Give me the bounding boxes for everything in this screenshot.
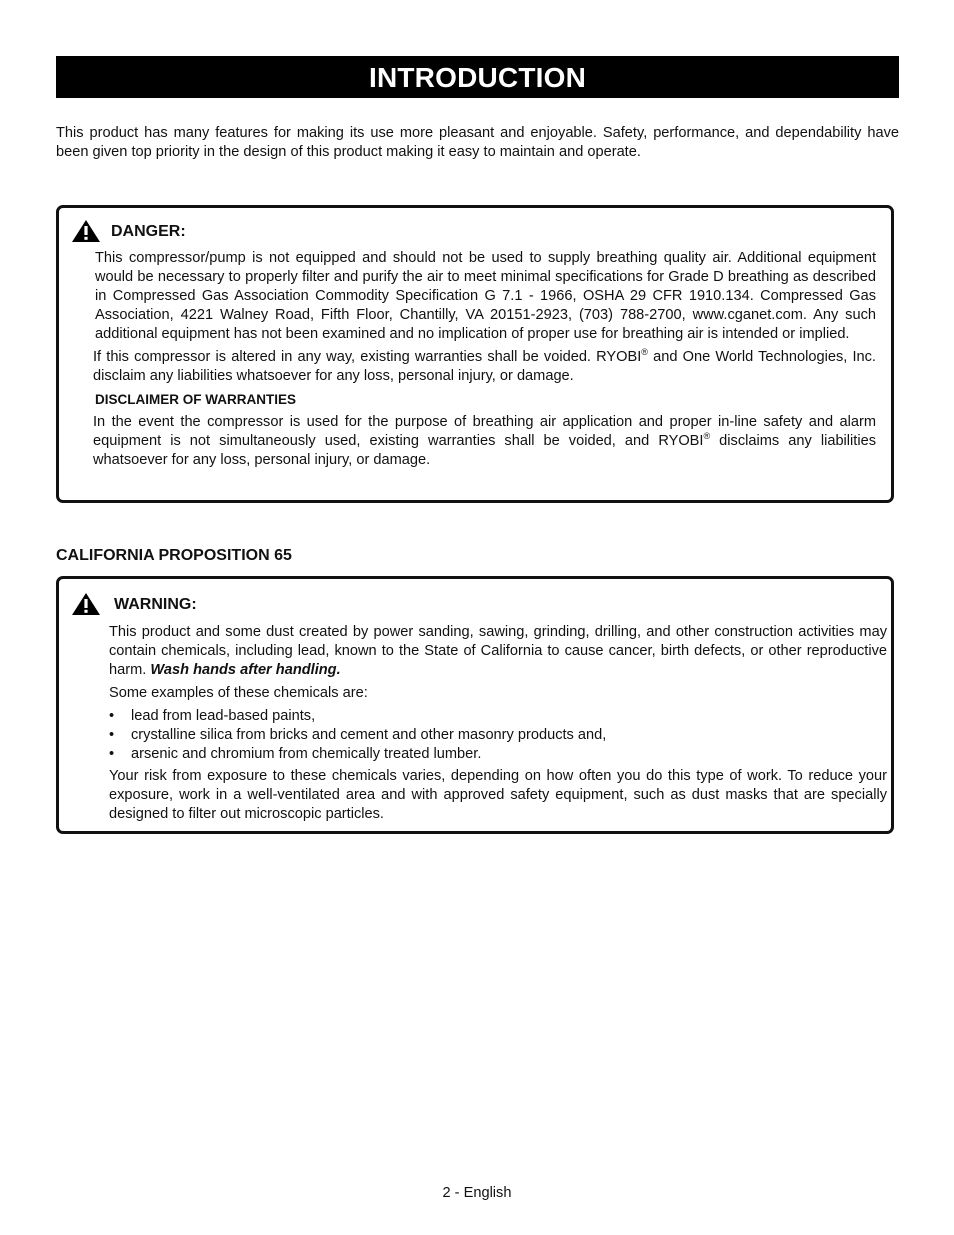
warning-paragraph-2: Some examples of these chemicals are:	[109, 685, 368, 701]
list-item: • crystalline silica from bricks and cement and other masonry products and,	[109, 727, 607, 743]
danger-label: DANGER:	[111, 222, 186, 240]
warning-label: WARNING:	[114, 595, 197, 613]
danger-header	[71, 219, 186, 243]
chemical-list	[109, 707, 887, 764]
list-item: • lead from lead-based paints,	[109, 708, 316, 724]
warning-header	[71, 592, 197, 616]
warning-paragraph-1: This product and some dust created by power sanding, sawing, grinding, drilling, and other construction activities may contain chemicals, including lead, known to the State of California to cause cancer, birth defects, or other reproductive harm. Wash hands after handling.	[109, 624, 887, 678]
intro-paragraph: This product has many features for making its use more pleasant and enjoyable. Safety, performance, and dependability have been given top priority in the design of this product making it easy to maintain and operate.	[56, 125, 899, 160]
warning-triangle-icon	[71, 219, 101, 243]
disclaimer-heading: DISCLAIMER OF WARRANTIES	[95, 392, 296, 407]
danger-paragraph-1: This compressor/pump is not equipped and should not be used to supply breathing quality air. Additional equipment would be necessary to properly filter and purify the air to meet minimal specifications for Grade D breathing as described in Compressed Gas Association Commodity Specification G 7.1 - 1966, OSHA 29 CFR 1910.134. Compressed Gas Association, 4221 Walney Road, Fifth Floor, Chantilly, VA 20151-2923, (703) 788-2700, www.cganet.com. Any such additional equipment has not been examined and no implication of proper use for breathing air is intended or implied.	[95, 250, 876, 342]
registered-mark: ®	[641, 347, 648, 358]
section-heading: CALIFORNIA PROPOSITION 65	[56, 547, 292, 564]
danger-box	[56, 205, 894, 503]
registered-mark: ®	[703, 431, 711, 442]
warning-paragraph-3: Your risk from exposure to these chemicals varies, depending on how often you do this type of work. To reduce your exposure, work in a well-ventilated area and with approved safety equipment, such as dust masks that are specially designed to filter out microscopic particles.	[109, 768, 887, 822]
warning-triangle-icon	[71, 592, 101, 616]
warning-emphasis: Wash hands after handling.	[150, 662, 341, 678]
list-item: • arsenic and chromium from chemically treated lumber.	[109, 746, 482, 762]
page-title: INTRODUCTION	[56, 56, 899, 98]
warning-body	[109, 623, 887, 828]
danger-paragraph-3: In the event the compressor is used for the purpose of breathing air application and proper in-line safety and alarm equipment is not simultaneously used, existing warranties shall be voided, and RYOBI® disclaims any liabilities whatsoever for any loss, personal injury, or damage.	[93, 414, 876, 468]
danger-paragraph-2: If this compressor is altered in any way, existing warranties shall be voided. RYOBI® and One World Technologies, Inc. disclaim any liabilities whatsoever for any loss, personal injury, or damage.	[93, 347, 876, 384]
danger-body	[95, 249, 876, 474]
warning-box	[56, 576, 894, 834]
page-footer: 2 - English	[442, 1185, 512, 1201]
